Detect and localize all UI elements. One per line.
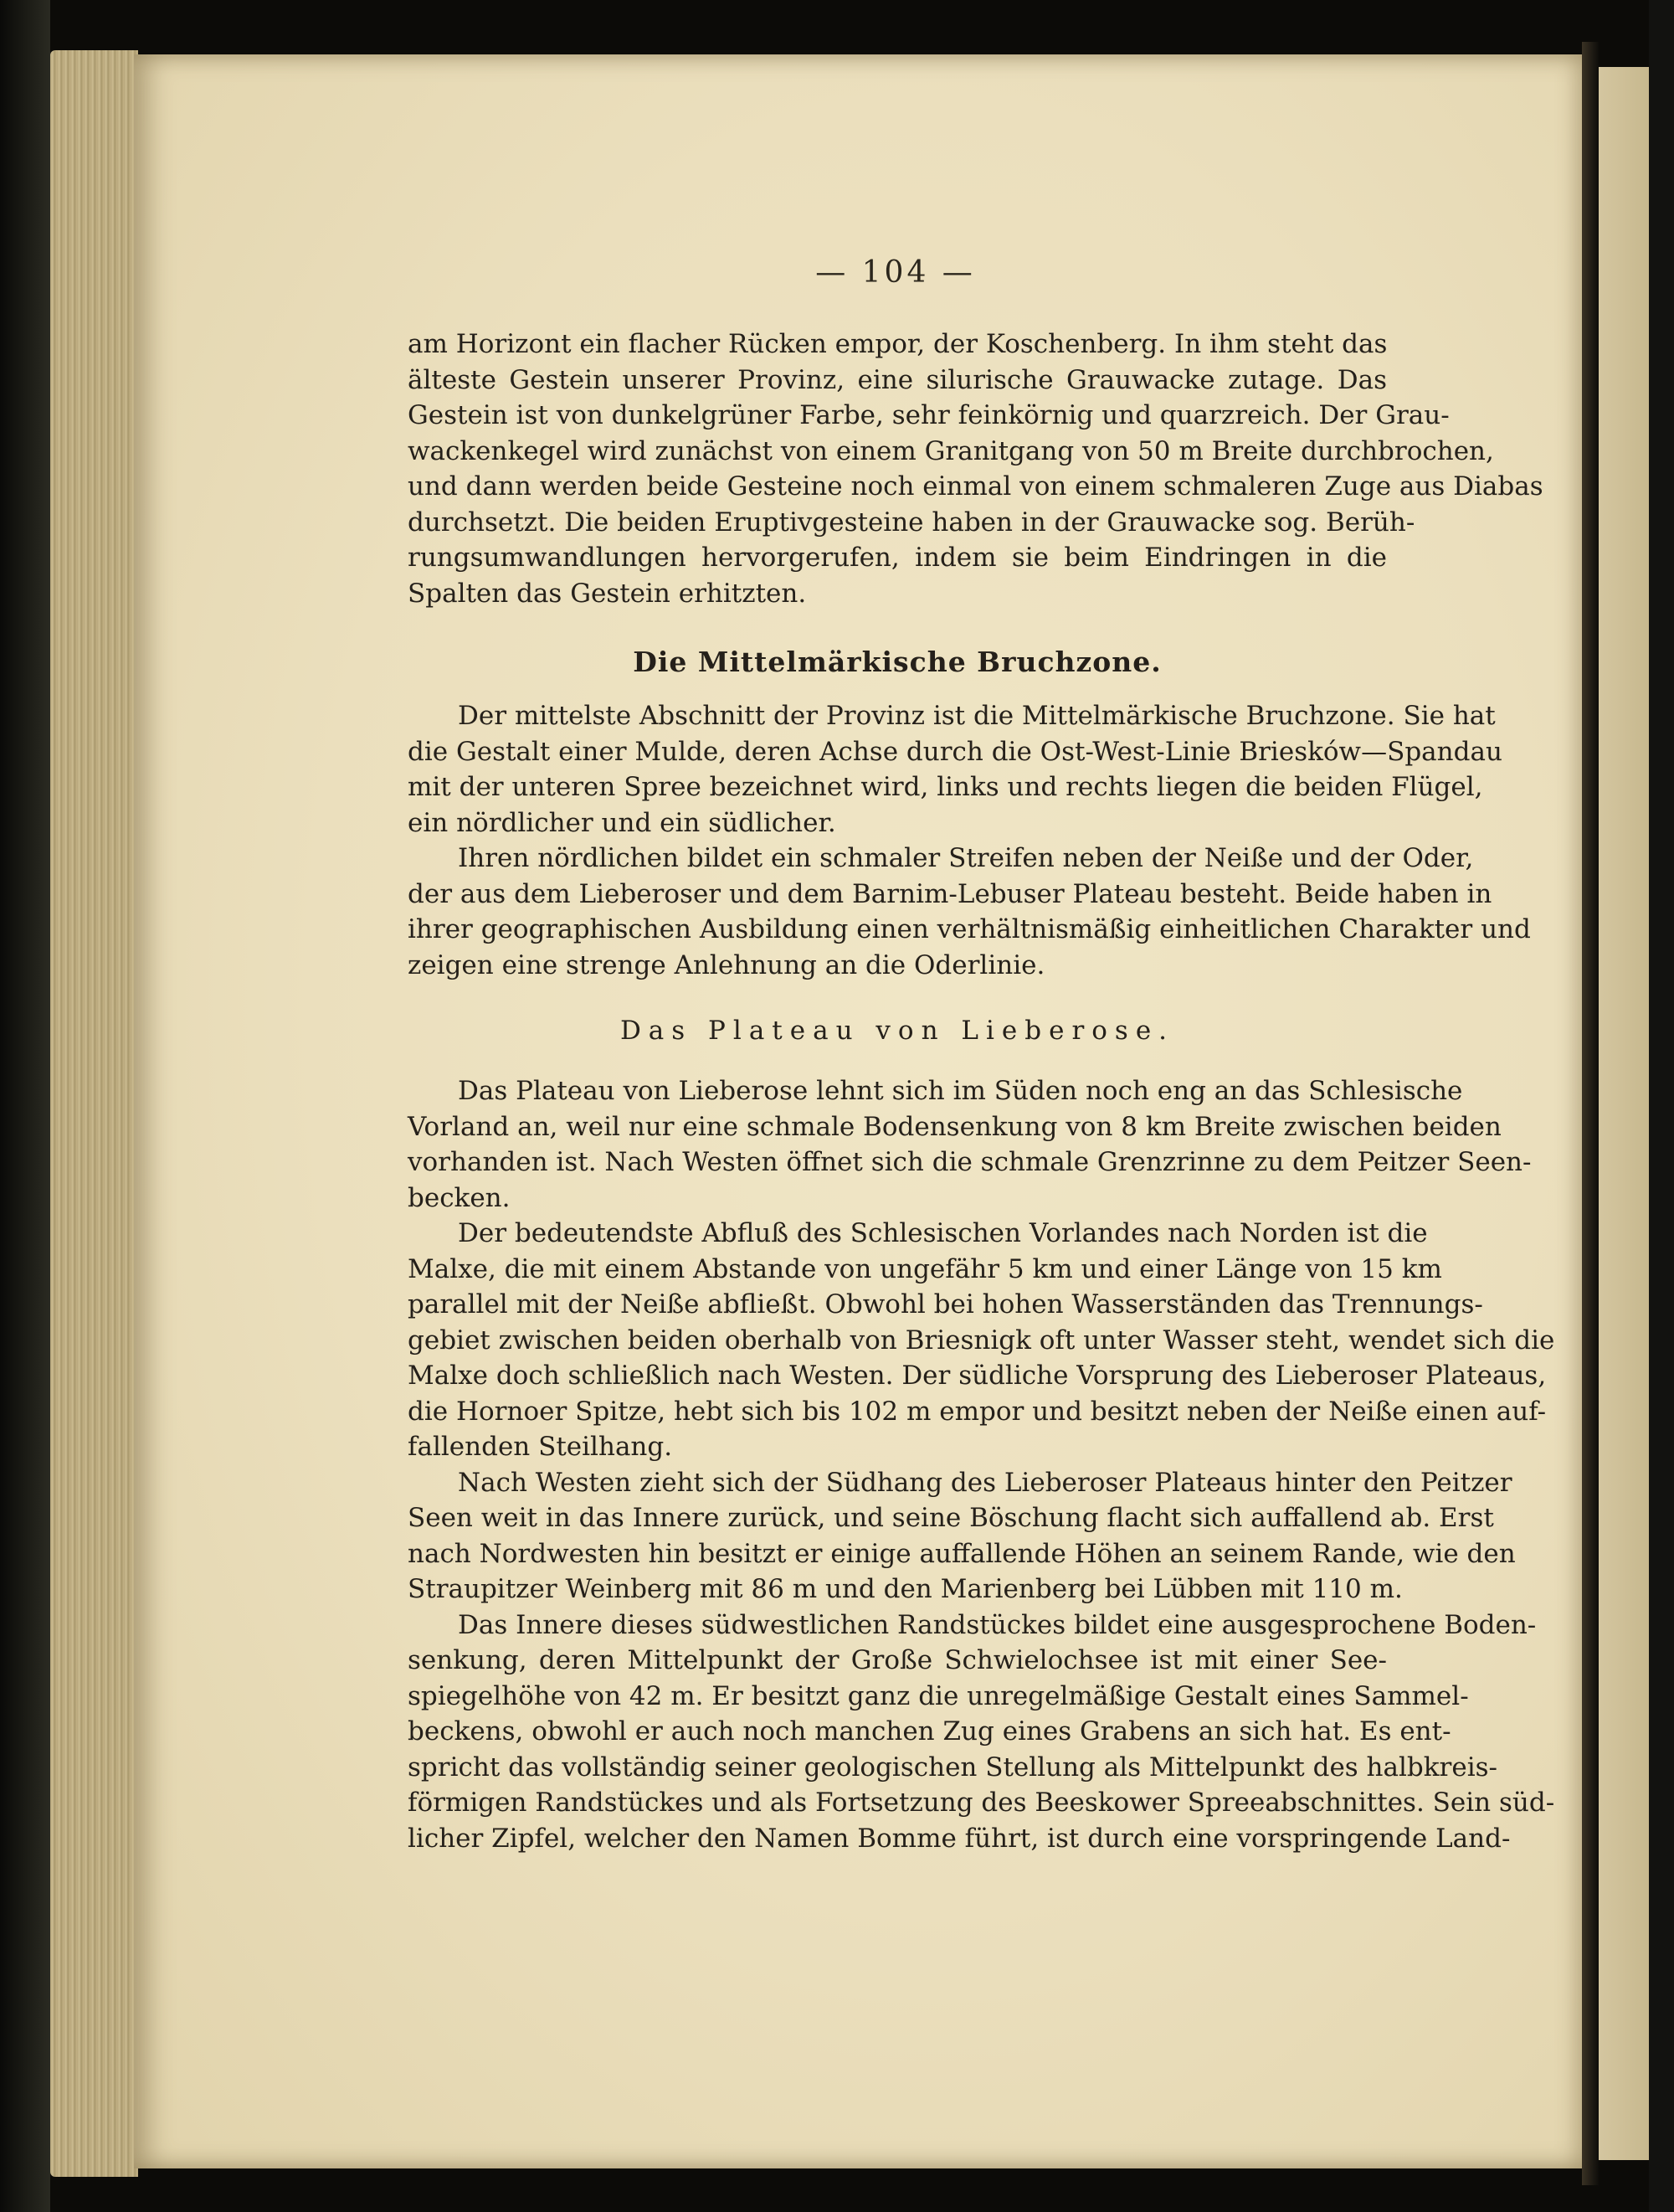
paragraph-malxe	[408, 1216, 1555, 1465]
text-line: und dann werden beide Gesteine noch einmal von einem schmaleren Zuge aus Diabas	[408, 471, 1543, 502]
text-line: durchsetzt. Die beiden Eruptivgesteine haben in der Grauwacke sog. Berüh-	[408, 507, 1415, 538]
text-line: Der mittelste Abschnitt der Provinz ist die Mittelmärkische Bruchzone. Sie hat	[458, 701, 1496, 731]
text-line: Der bedeutendste Abfluß des Schlesischen Vorlandes nach Norden ist die	[458, 1218, 1428, 1248]
text-line: parallel mit der Neiße abfließt. Obwohl bei hohen Wasserständen das Trennungs-	[408, 1289, 1483, 1319]
text-line: vorhanden ist. Nach Westen öffnet sich die schmale Grenzrinne zu dem Peitzer Seen-	[408, 1147, 1532, 1177]
text-line: ihrer geographischen Ausbildung einen verhältnismäßig einheitlichen Charakter und	[408, 914, 1531, 944]
section-heading: Die Mittelmärkische Bruchzone.	[633, 646, 1162, 678]
page-number: — 104 —	[815, 255, 976, 290]
text-line: zeigen eine strenge Anlehnung an die Oderlinie.	[408, 949, 1045, 980]
text-line: spricht das vollständig seiner geologischen Stellung als Mittelpunkt des halbkreis-	[408, 1752, 1497, 1782]
text-line: die Hornoer Spitze, hebt sich bis 102 m empor und besitzt neben der Neiße einen auf-	[408, 1396, 1547, 1427]
text-line: senkung, deren Mittelpunkt der Große Schwielochsee ist mit einer See-	[408, 1645, 1387, 1675]
text-line: Das Plateau von Lieberose lehnt sich im Süden noch eng an das Schlesische	[458, 1076, 1463, 1106]
book-gutter	[1582, 42, 1599, 2185]
paragraph-noerdlicher-fluegel	[408, 841, 1531, 983]
text-line: älteste Gestein unserer Provinz, eine silurische Grauwacke zutage. Das	[408, 364, 1387, 395]
text-line: Gestein ist von dunkelgrüner Farbe, sehr feinkörnig und quarzreich. Der Grau-	[408, 400, 1450, 430]
text-line: die Gestalt einer Mulde, deren Achse durch die Ost-West-Linie Briesków—Spandau	[408, 736, 1502, 767]
subsection-heading: Das Plateau von Lieberose.	[619, 1016, 1175, 1046]
text-line: licher Zipfel, welcher den Namen Bomme führt, ist durch eine vorspringende Land-	[408, 1823, 1511, 1854]
text-line: spiegelhöhe von 42 m. Er besitzt ganz die unregelmäßige Gestalt eines Sammel-	[408, 1680, 1469, 1711]
text-line: fallenden Steilhang.	[408, 1432, 673, 1462]
text-line: Spalten das Gestein erhitzten.	[408, 578, 807, 609]
text-line: förmigen Randstückes und als Fortsetzung des Beeskower Spreeabschnittes. Sein süd-	[408, 1788, 1555, 1818]
text-line: becken.	[408, 1182, 511, 1213]
paragraph-bruchzone	[408, 698, 1502, 841]
text-line: Straupitzer Weinberg mit 86 m und den Marienberg bei Lübben mit 110 m.	[408, 1574, 1403, 1604]
page-text	[408, 327, 1555, 1856]
text-line: beckens, obwohl er auch noch manchen Zug eines Grabens an sich hat. Es ent-	[408, 1716, 1451, 1746]
text-line: Das Innere dieses südwestlichen Randstückes bildet eine ausgesprochene Boden-	[458, 1609, 1537, 1640]
text-line: gebiet zwischen beiden oberhalb von Briesnigk oft unter Wasser steht, wendet sich die	[408, 1325, 1555, 1355]
text-line: Nach Westen zieht sich der Südhang des Lieberoser Plateaus hinter den Peitzer	[458, 1467, 1512, 1498]
paragraph-plateau	[408, 1073, 1532, 1216]
text-line: der aus dem Lieberoser und dem Barnim-Lebuser Plateau besteht. Beide haben in	[408, 878, 1492, 909]
text-line: ein nördlicher und ein südlicher.	[408, 807, 836, 838]
text-line: mit der unteren Spree bezeichnet wird, links und rechts liegen die beiden Flügel,	[408, 772, 1483, 802]
text-line: am Horizont ein flacher Rücken empor, der Koschenberg. In ihm steht das	[408, 329, 1388, 359]
paragraph-schwielochsee	[408, 1608, 1555, 1857]
text-line: wackenkegel wird zunächst von einem Granitgang von 50 m Breite durchbrochen,	[408, 435, 1494, 466]
paragraph-suedhang	[408, 1465, 1516, 1608]
text-line: Malxe doch schließlich nach Westen. Der südliche Vorsprung des Lieberoser Plateaus,	[408, 1361, 1547, 1391]
text-line: rungsumwandlungen hervorgerufen, indem sie beim Eindringen in die	[408, 543, 1387, 573]
paragraph-koschenberg	[408, 327, 1543, 611]
text-line: Vorland an, weil nur eine schmale Bodensenkung von 8 km Breite zwischen beiden	[408, 1111, 1502, 1142]
text-line: nach Nordwesten hin besitzt er einige auffallende Höhen an seinem Rande, wie den	[408, 1538, 1516, 1569]
text-line: Seen weit in das Innere zurück, und seine Böschung flacht sich auffallend ab. Erst	[408, 1503, 1494, 1533]
book-spine-right	[1649, 0, 1674, 2212]
text-line: Ihren nördlichen bildet ein schmaler Streifen neben der Neiße und der Oder,	[458, 843, 1474, 873]
text-line: Malxe, die mit einem Abstande von ungefähr 5 km und einer Länge von 15 km	[408, 1253, 1442, 1284]
next-page-edge	[1599, 67, 1649, 2160]
page-edges	[50, 50, 138, 2177]
book-spine-left	[0, 0, 50, 2212]
